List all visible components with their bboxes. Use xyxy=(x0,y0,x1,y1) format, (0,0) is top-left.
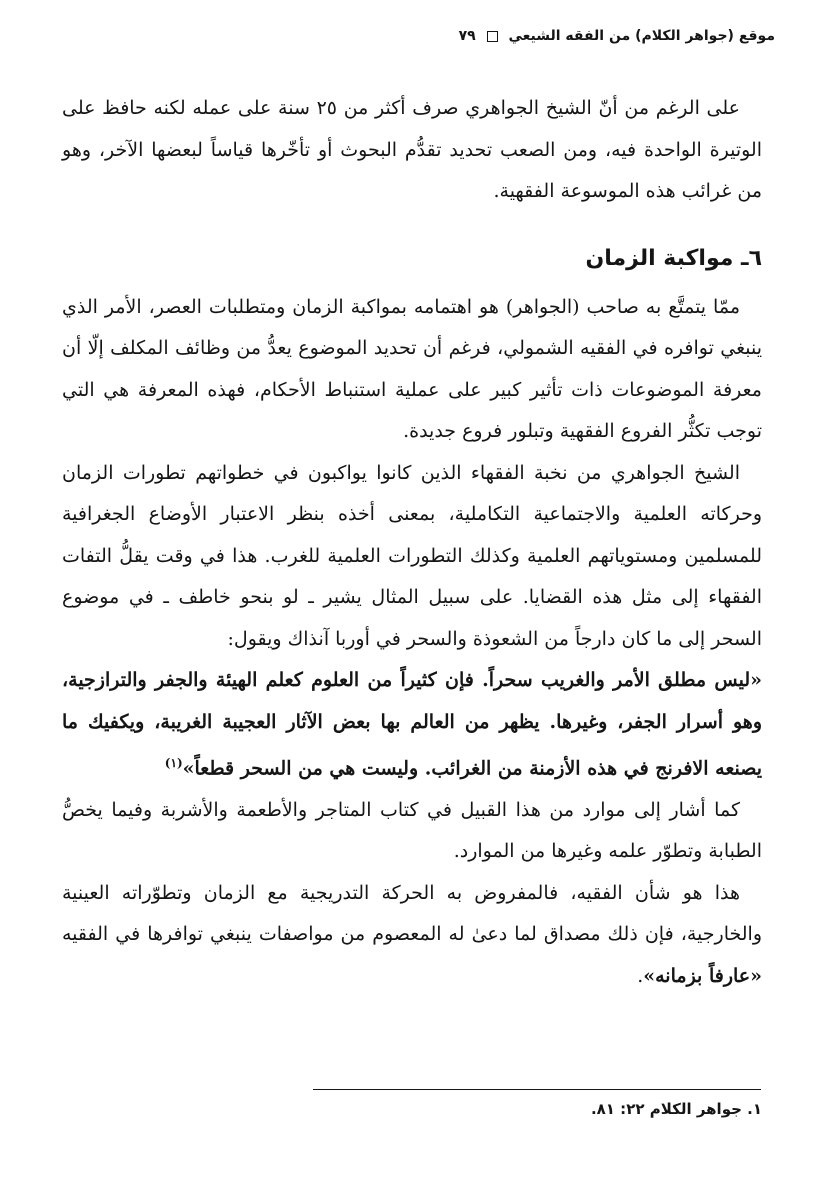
paragraph-4-emphasis: «عارفاً بزمانه» xyxy=(643,964,762,987)
paragraph-4-text: هذا هو شأن الفقيه، فالمفروض به الحركة التدريجية مع الزمان وتطوّراته العينية والخارجية، فإن ذلك مصداق لما دعىٰ له المعصوم من مواصفات ينبغي توافرها في الفقيه xyxy=(62,881,762,946)
paragraph-4 xyxy=(62,873,762,998)
quotation-text: «ليس مطلق الأمر والغريب سحراً. فإن كثيراً من العلوم كعلم الهيئة والجفر والترازجية، وهو أسرار الجفر، وغيرها. يظهر من العالم بها بعض الآثار العجيبة الغريبة، ويكفيك ما يصنعه الافرنج في هذه الأزمنة من الغرائب. وليست هي من السحر قطعاً» xyxy=(62,669,762,780)
intro-paragraph: على الرغم من أنّ الشيخ الجواهري صرف أكثر من ٢٥ سنة على عمله لكنه حافظ على الوتيرة الواحدة فيه، ومن الصعب تحديد تقدُّم البحوث أو تأخّرها قياساً لبعضها الآخر، وهو من غرائب هذه الموسوعة الفقهية. xyxy=(62,97,763,202)
page-number: ٧٩ xyxy=(458,28,476,44)
paragraph-1: ممّا يتمتَّع به صاحب (الجواهر) هو اهتمامه بمواكبة الزمان ومتطلبات العصر، الأمر الذي ينبغي توافره في الفقيه الشمولي، فرغم أن تحديد الموضوع يعدُّ من وظائف المكلف إلّا أن معرفة الموضوعات ذات تأثير كبير على عملية استنباط الأحكام، فهذه المعرفة هي التي توجب تكثُّر الفروع الفقهية وتبلور فروع جديدة. xyxy=(62,295,762,442)
footnote: ١. جواهر الكلام ٢٢: ٨١. xyxy=(590,1100,762,1118)
paragraph-4-end: . xyxy=(637,964,644,987)
square-separator-icon xyxy=(487,31,498,42)
header-title: موقع (جواهر الكلام) من الفقه الشيعي xyxy=(508,28,775,44)
footnote-marker: (١) xyxy=(164,756,183,770)
paragraph-3: كما أشار إلى موارد من هذا القبيل في كتاب المتاجر والأطعمة والأشربة وفيما يخصُّ الطبابة وتطوّر علمه وغيرها من الموارد. xyxy=(62,798,762,863)
section-heading: ٦ـ مواكبة الزمان xyxy=(585,245,762,271)
footnote-divider xyxy=(313,1089,761,1090)
running-header xyxy=(420,28,775,44)
main-text xyxy=(62,88,762,997)
quotation xyxy=(62,660,762,790)
paragraph-2: الشيخ الجواهري من نخبة الفقهاء الذين كانوا يواكبون في خطواتهم تطورات الزمان وحركاته العلمية والاجتماعية التكاملية، بمعنى أخذه بنظر الاعتبار الأوضاع الجغرافية للمسلمين ومستوياتهم العلمية وكذلك التطورات العلمية للغرب. هذا في وقت يقلُّ التفات الفقهاء إلى مثل هذه القضايا. على سبيل المثال يشير ـ لو بنحو خاطف ـ في موضوع السحر إلى ما كان دارجاً من الشعوذة والسحر في أوربا آنذاك ويقول: xyxy=(62,461,762,650)
